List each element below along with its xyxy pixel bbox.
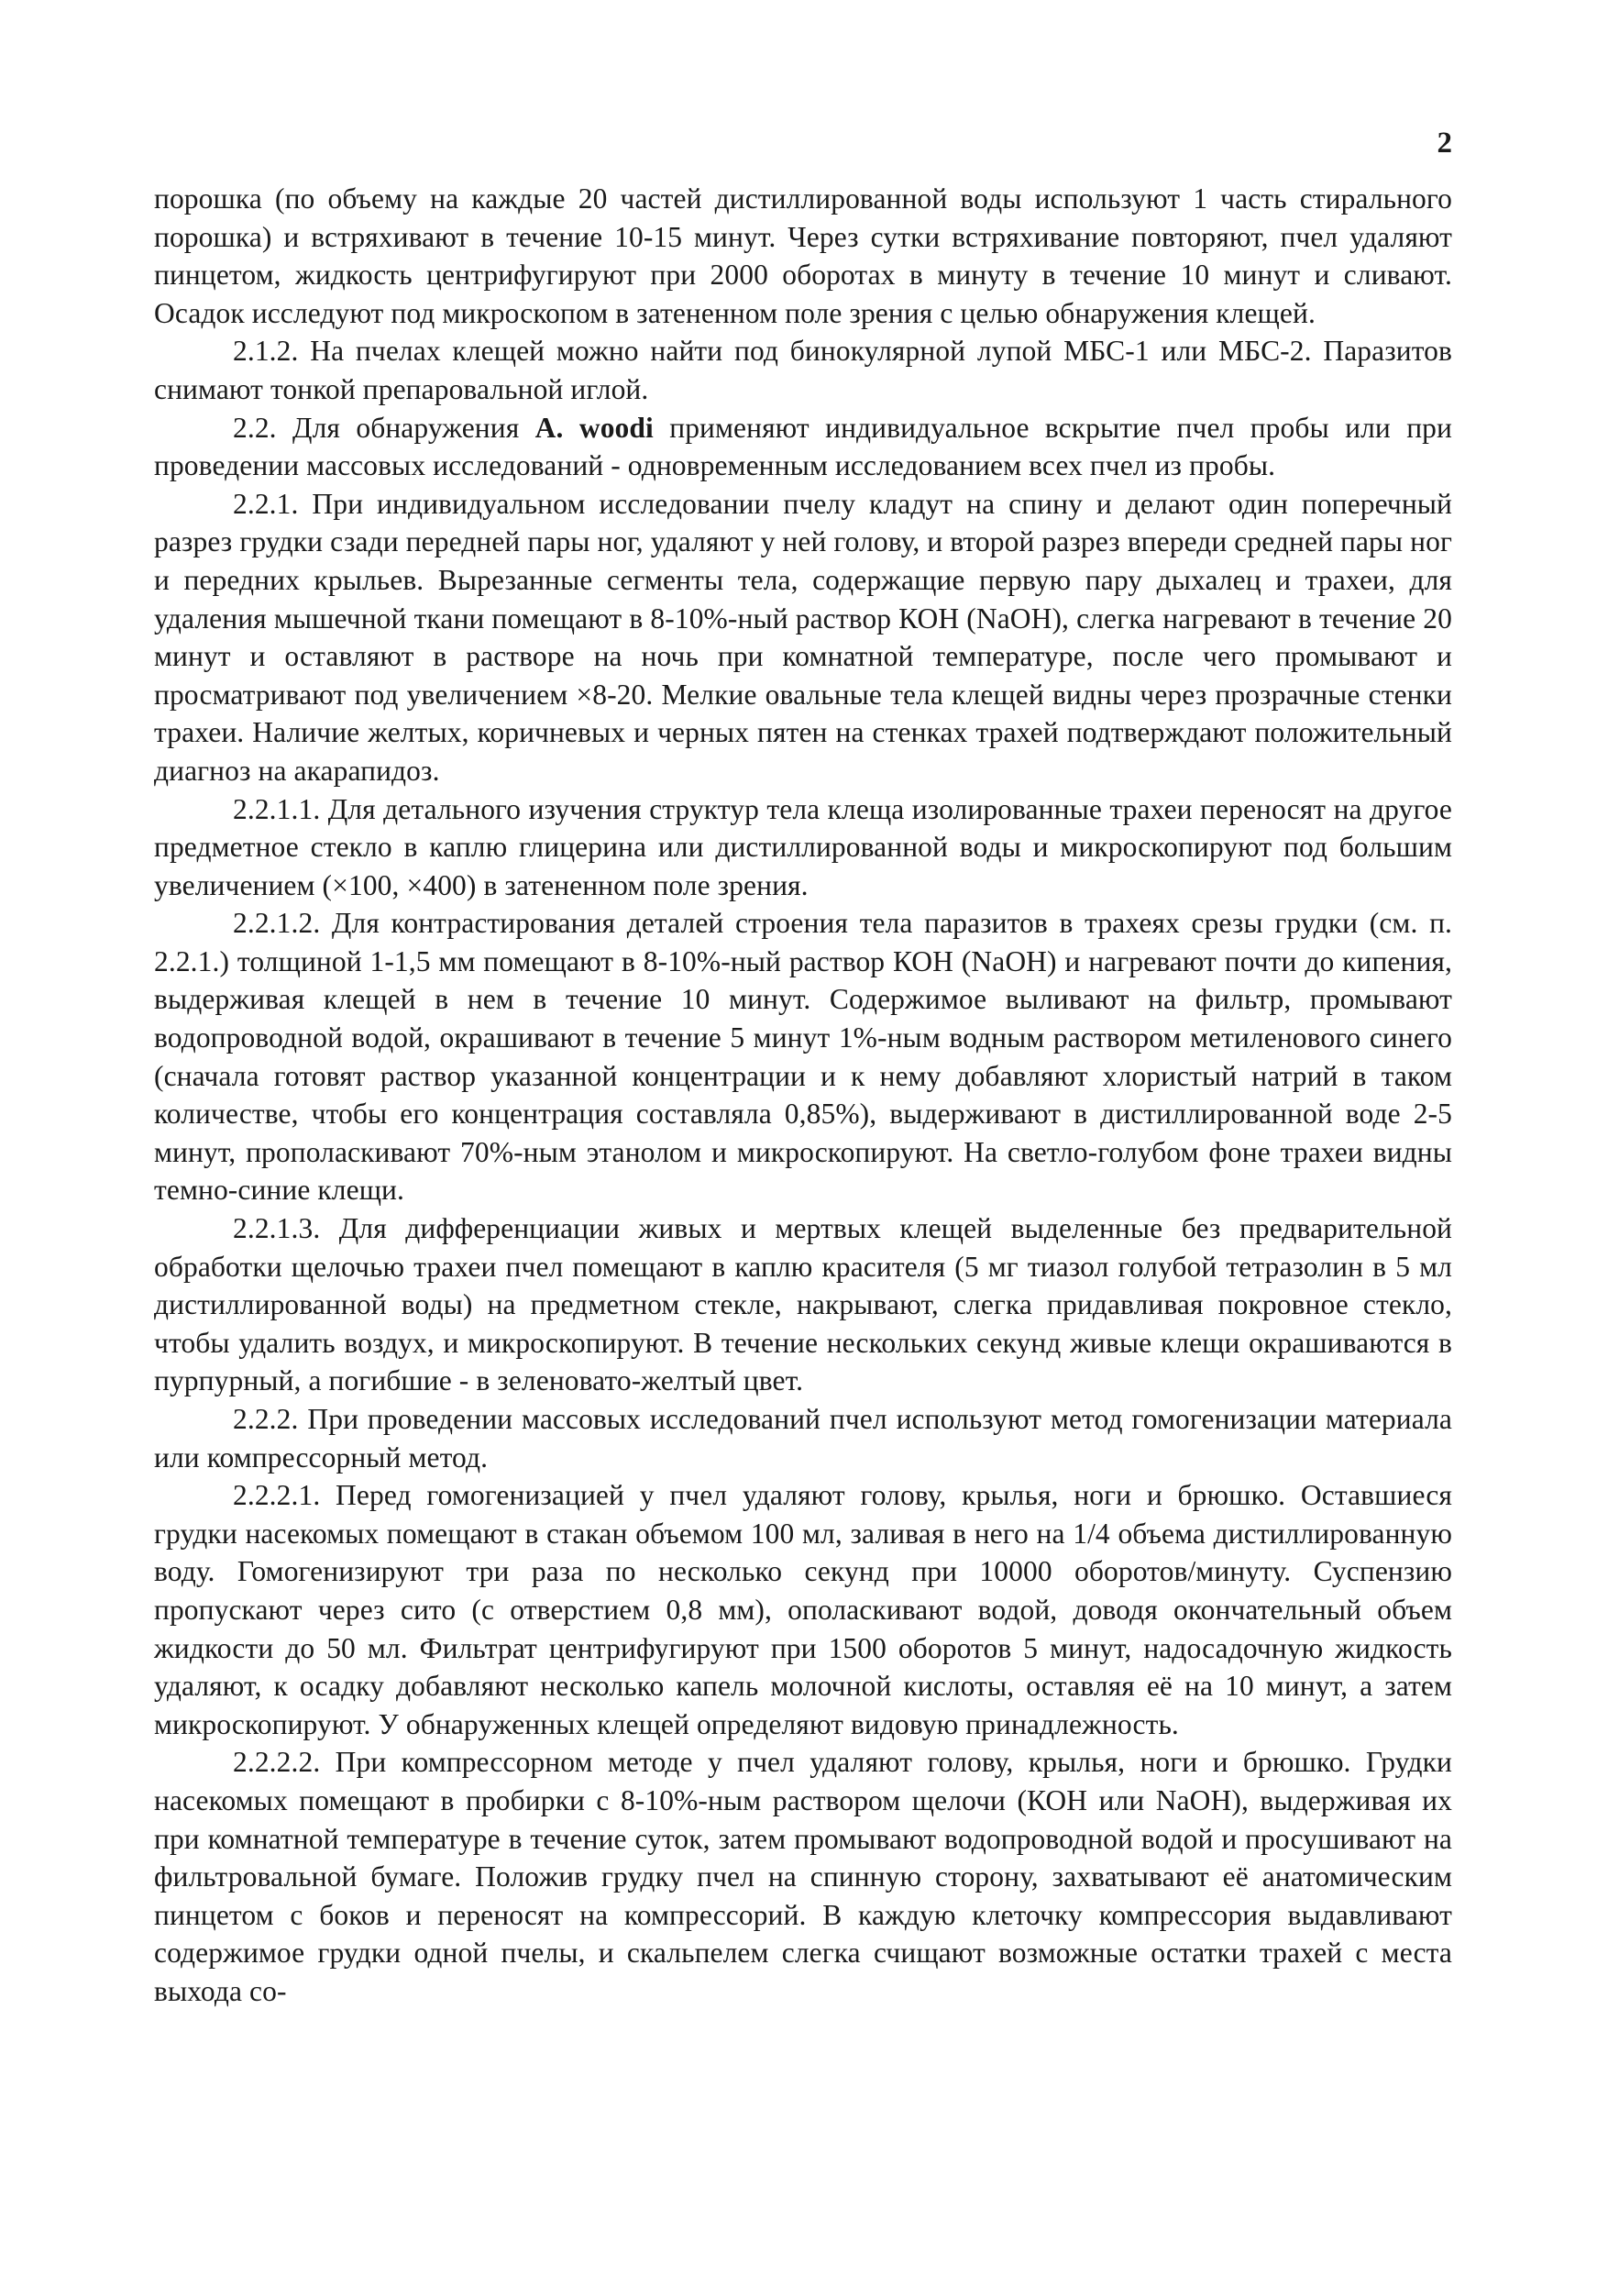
species-name: A. woodi: [534, 411, 654, 444]
paragraph-2-2-1-1: 2.2.1.1. Для детального изучения структур тела клеща изолированные трахеи переносят на другое предметное стекло в каплю глицерина или дистиллированной воды и микроскопируют под большим увеличением (×100, ×400) в затененном поле зрения.: [154, 792, 1452, 901]
paragraph-2-2-2-1: 2.2.2.1. Перед гомогенизацией у пчел удаляют голову, крылья, ноги и брюшко. Оставшиеся грудки насекомых помещают в стакан объемом 100 мл, заливая в него на 1/4 объема дистиллированную воду. Гомогенизируют три раза по несколько секунд при 10000 оборотов/минуту. Суспензию пропускают через сито (с отверстием 0,8 мм), ополаскивают водой, доводя окончательный объем жидкости до 50 мл. Фильтрат центрифугируют при 1500 оборотов 5 минут, надосадочную жидкость удаляют, к осадку добавляют несколько капель молочной кислоты, оставляя её на 10 минут, а затем микроскопируют. У обнаруженных клещей определяют видовую принадлежность.: [154, 1479, 1452, 1740]
paragraph-continuation: порошка (по объему на каждые 20 частей дистиллированной воды используют 1 часть стирального порошка) и встряхивают в течение 10-15 минут. Через сутки встряхивание повторяют, пчел удаляют пинцетом, жидкость центрифугируют при 2000 оборотах в минуту в течение 10 минут и сливают. Осадок исследуют под микроскопом в затененном поле зрения с целью обнаружения клещей.: [154, 182, 1452, 329]
page-number: 2: [1437, 127, 1452, 160]
paragraph-2-2-lead: 2.2. Для обнаружения: [233, 411, 535, 444]
paragraph-2-2-1: 2.2.1. При индивидуальном исследовании пчелу кладут на спину и делают один поперечный разрез грудки сзади передней пары ног, удаляют у ней голову, и второй разрез впереди средней пары ног и передних крыльев. Вырезанные сегменты тела, содержащие первую пару дыхалец и трахеи, для удаления мышечной ткани помещают в 8-10%-ный раствор КОН (NaOH), слегка нагревают в течение 20 минут и оставляют в растворе на ночь при комнатной температуре, после чего промывают и просматривают под увеличением ×8-20. Мелкие овальные тела клещей видны через прозрачные стенки трахеи. Наличие желтых, коричневых и черных пятен на стенках трахей подтверждают положительный диагноз на акарапидоз.: [154, 487, 1452, 787]
paragraph-2-2-2-2: 2.2.2.2. При компрессорном методе у пчел удаляют голову, крылья, ноги и брюшко. Грудки насекомых помещают в пробирки с 8-10%-ным раствором щелочи (КОН или NaOH), выдерживая их при комнатной температуре в течение суток, затем промывают водопроводной водой и просушивают на фильтровальной бумаге. Положив грудку пчел на спинную сторону, захватывают её анатомическим пинцетом с боков и переносят на компрессорий. В каждую клеточку компрессория выдавливают содержимое грудки одной пчелы, и скальпелем слегка счищают возможные остатки трахей с места выхода со-: [154, 1746, 1452, 2007]
document-body: [154, 180, 1452, 2011]
paragraph-2-2-2: 2.2.2. При проведении массовых исследований пчел используют метод гомогенизации материала или компрессорный метод.: [154, 1403, 1452, 1474]
paragraph-2-2: [154, 409, 1452, 485]
paragraph-2-2-rest: применяют индивидуальное вскрытие пчел пробы или при проведении массовых исследований - одновременным исследованием всех пчел из пробы.: [154, 411, 1452, 482]
paragraph-2-2-1-2: 2.2.1.2. Для контрастирования деталей строения тела паразитов в трахеях срезы грудки (см. п. 2.2.1.) толщиной 1-1,5 мм помещают в 8-10%-ный раствор КОН (NaOH) и нагревают почти до кипения, выдерживая клещей в нем в течение 10 минут. Содержимое выливают на фильтр, промывают водопроводной водой, окрашивают в течение 5 минут 1%-ным водным раствором метиленового синего (сначала готовят раствор указанной концентрации и к нему добавляют хлористый натрий в таком количестве, чтобы его концентрация составляла 0,85%), выдерживают в дистиллированной воде 2-5 минут, прополаскивают 70%-ным этанолом и микроскопируют. На светло-голубом фоне трахеи видны темно-синие клещи.: [154, 907, 1452, 1207]
paragraph-2-1-2: 2.1.2. На пчелах клещей можно найти под бинокулярной лупой МБС-1 или МБС-2. Паразитов снимают тонкой препаровальной иглой.: [154, 335, 1452, 405]
paragraph-2-2-1-3: 2.2.1.3. Для дифференциации живых и мертвых клещей выделенные без предварительной обработки щелочью трахеи пчел помещают в каплю красителя (5 мг тиазол голубой тетразолин в 5 мл дистиллированной воды) на предметном стекле, накрывают, слегка придавливая покровное стекло, чтобы удалить воздух, и микроскопируют. В течение нескольких секунд живые клещи окрашиваются в пурпурный, а погибшие - в зеленовато-желтый цвет.: [154, 1212, 1452, 1397]
